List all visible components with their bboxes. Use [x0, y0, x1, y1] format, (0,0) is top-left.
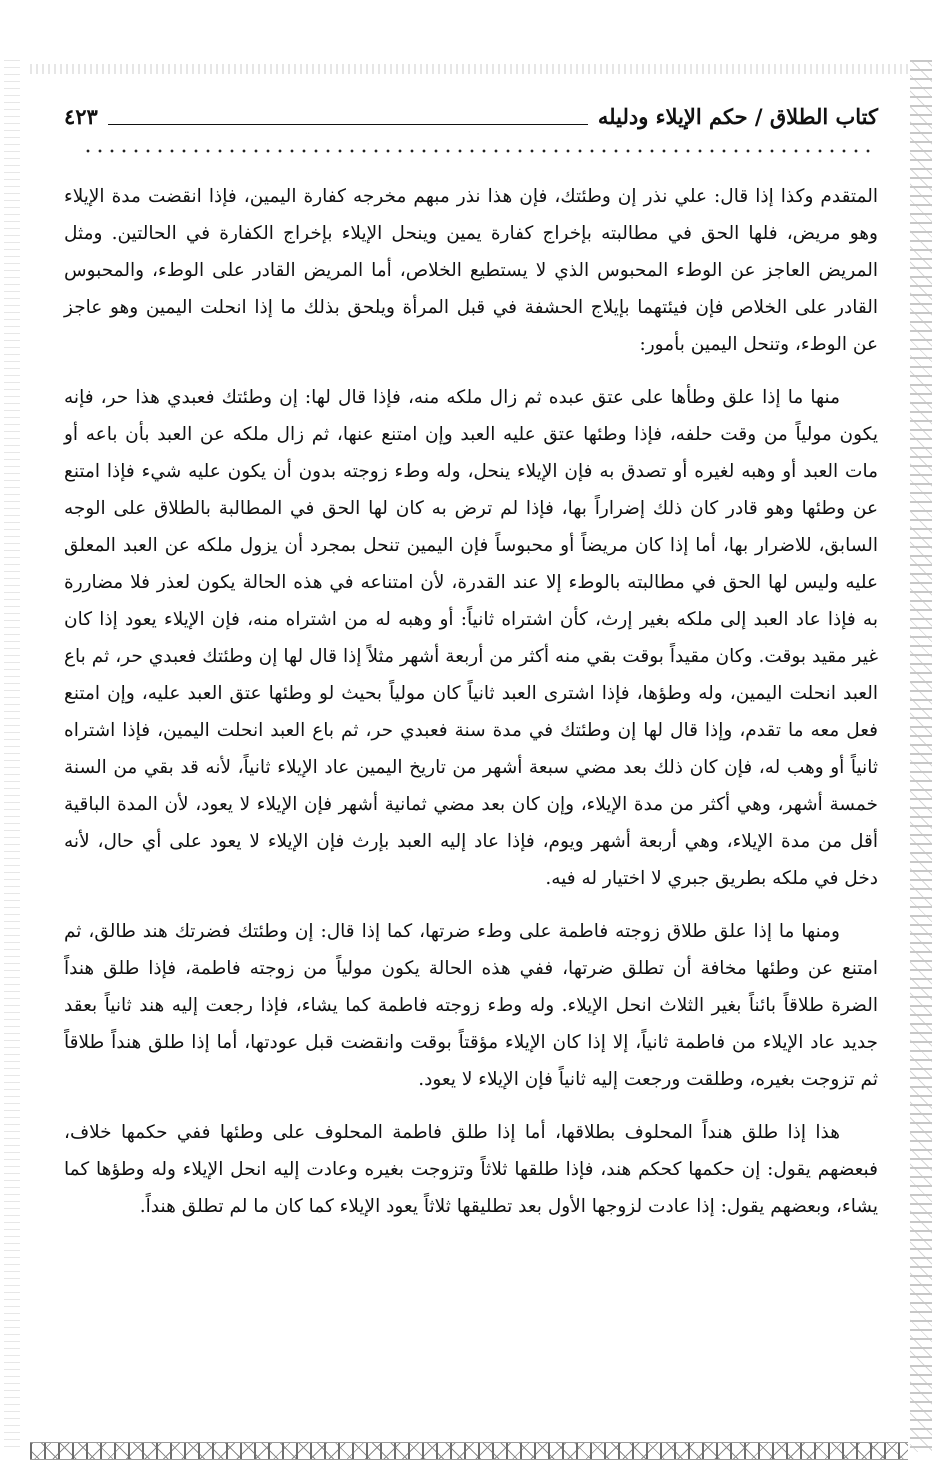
paragraph: ومنها ما إذا علق طلاق زوجته فاطمة على وطء ضرتها، كما إذا قال: إن وطئتك فضرتك هند طالق، ثم امتنع عن وطئها مخافة أن تطلق ضرتها، ففي هذه الحالة يكون مولياً من زوجته فاطمة، فإذا طلق هنداً الضرة طلاقاً بائناً بغير الثلاث انحل الإيلاء. وله وطء زوجته فاطمة كما يشاء، فإذا رجعت إليه هند ثانياً بعقد جديد عاد الإيلاء من فاطمة ثانياً، إلا إذا كان الإيلاء مؤقتاً بوقت وانقضت قبل عودتها، أما إذا طلق هنداً طلاقاً ثم تزوجت بغيره، وطلقت ورجعت إليه ثانياً فإن الإيلاء لا يعود. — [64, 921, 878, 1090]
header-title: كتاب الطلاق / حكم الإيلاء ودليله — [597, 103, 878, 129]
running-header — [64, 96, 878, 136]
page-number: ٤٢٣ — [64, 103, 98, 129]
paragraph: المتقدم وكذا إذا قال: علي نذر إن وطئتك، فإن هذا نذر مبهم مخرجه كفارة اليمين، فإذا انقضت مدة الإيلاء وهو مريض، فلها الحق في مطالبته بإخراج كفارة يمين وينحل الإيلاء بإخراج الكفارة في الحالتين. ومثل المريض العاجز عن الوطء المحبوس الذي لا يستطيع الخلاص، أما المريض القادر على الوطء، والمحبوس القادر على الخلاص فإن فيئتهما بإيلاج الحشفة في قبل المرأة ويلحق بذلك ما إذا انحلت اليمين وهو عاجز عن الوطء، وتنحل اليمين بأمور: — [64, 186, 878, 355]
page-border-bottom — [30, 1442, 908, 1460]
paragraph: هذا إذا طلق هنداً المحلوف بطلاقها، أما إذا طلق فاطمة المحلوف على وطئها ففي حكمها خلاف، فبعضهم يقول: إن حكمها كحكم هند، فإذا طلقها ثلاثاً وتزوجت بغيره وعادت إليه انحل الإيلاء وله وطؤها كما يشاء، وبعضهم يقول: إذا عادت لزوجها الأول بعد تطليقها ثلاثاً يعود الإيلاء كما كان ما لم تطلق هنداً. — [64, 1122, 878, 1217]
paragraph: منها ما إذا علق وطأها على عتق عبده ثم زال ملكه منه، فإذا قال لها: إن وطئتك فعبدي هذا حر، فإنه يكون مولياً من وقت حلفه، فإذا وطئها عتق عليه العبد وإن امتنع عنها، ثم زال ملكه عن العبد بأن باعه أو مات العبد أو وهبه لغيره أو تصدق به فإن الإيلاء ينحل، وله وطء زوجته بدون أن يكون عليه شيء فإذا امتنع عن وطئها وهو قادر كان ذلك إضراراً بها، فإذا لم ترض به كان لها الحق في المطالبة بالطلاق على الوجه السابق، للاضرار بها، أما إذا كان مريضاً أو محبوساً فإن اليمين تنحل بمجرد أن يزول ملكه عن العبد المعلق عليه وليس لها الحق في مطالبته بالوطء إلا عند القدرة، لأن امتناعه في هذه الحالة يكون لعذر فلا مضاررة به فإذا عاد العبد إلى ملكه بغير إرث، كأن اشتراه ثانياً: أو وهبه له من اشتراه منه، فإن الإيلاء يعود إذا كان غير مقيد بوقت. وكان مقيداً بوقت بقي منه أكثر من أربعة أشهر مثلاً إذا قال لها إن وطئتك فعبدي حر، ثم باع العبد انحلت اليمين، وله وطؤها، فإذا اشترى العبد ثانياً كان مولياً بحيث لو وطئها عتق العبد عليه، وإن امتنع فعل معه ما تقدم، وإذا قال لها إن وطئتك في مدة سنة فعبدي حر، ثم باع العبد انحلت اليمين، فإذا اشتراه ثانياً أو وهب له، فإن كان ذلك بعد مضي سبعة أشهر من تاريخ اليمين عاد الإيلاء ثانياً، لأنه قد بقي من السنة خمسة أشهر، وهي أكثر من مدة الإيلاء، وإن كان بعد مضي ثمانية أشهر فإن الإيلاء لا يعود، لأن المدة الباقية أقل من مدة الإيلاء، وهي أربعة أشهر ويوم، فإذا عاد إليه العبد بإرث فإن الإيلاء لا يعود على أي حال، لأنه دخل في ملكه بطريق جبري لا اختيار له فيه. — [64, 387, 878, 889]
page-border-right — [910, 60, 932, 1452]
header-rule — [108, 124, 588, 125]
body-text — [64, 178, 878, 1225]
dotted-separator — [82, 148, 874, 154]
page-border-top — [30, 64, 908, 74]
page-border-left — [4, 60, 20, 1452]
